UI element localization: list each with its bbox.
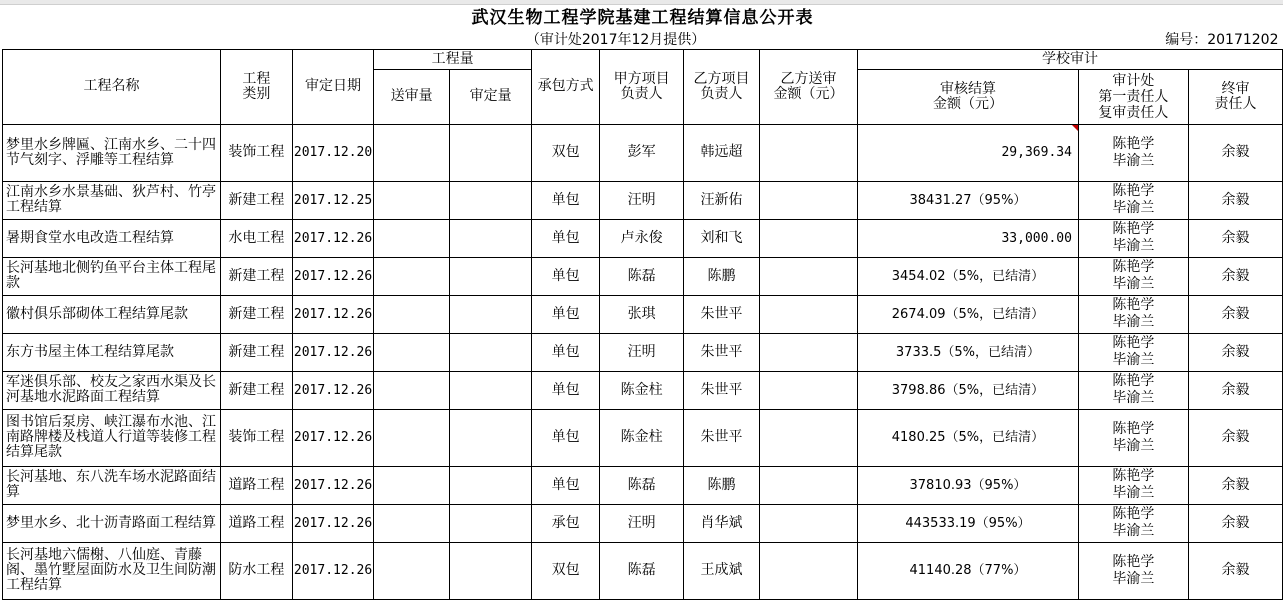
cell-submitted [374, 257, 450, 295]
cell-audit-dept: 陈艳学 毕渝兰 [1078, 181, 1188, 219]
cell-final: 余毅 [1188, 181, 1282, 219]
cell-contract: 双包 [532, 124, 600, 181]
cell-contract: 单包 [532, 295, 600, 333]
header-approved: 审定量 [450, 69, 532, 124]
cell-date: 2017.12.20 [292, 124, 373, 181]
cell-name: 梦里水乡、北十沥青路面工程结算 [3, 504, 221, 542]
table-row [3, 371, 1283, 409]
header-type: 工程 类别 [220, 49, 292, 124]
cell-approved [450, 333, 532, 371]
cell-party-a: 张琪 [600, 295, 684, 333]
cell-party-b: 陈鹏 [684, 257, 760, 295]
cell-final: 余毅 [1188, 504, 1282, 542]
cell-submitted [374, 542, 450, 599]
cell-date: 2017.12.26 [292, 219, 373, 257]
cell-name: 暑期食堂水电改造工程结算 [3, 219, 221, 257]
cell-type: 防水工程 [220, 542, 292, 599]
cell-audit-dept: 陈艳学 毕渝兰 [1078, 409, 1188, 466]
cell-approved [450, 409, 532, 466]
cell-contract: 单包 [532, 466, 600, 504]
cell-type: 新建工程 [220, 257, 292, 295]
cell-party-b: 汪新佑 [684, 181, 760, 219]
cell-audit-amount: 33,000.00 [858, 219, 1079, 257]
cell-b-amount [760, 181, 858, 219]
header-contract: 承包方式 [532, 49, 600, 124]
table-row [3, 409, 1283, 466]
cell-approved [450, 124, 532, 181]
cell-approved [450, 504, 532, 542]
cell-submitted [374, 124, 450, 181]
subtitle: （审计处2017年12月提供） [525, 32, 706, 48]
cell-submitted [374, 333, 450, 371]
cell-audit-dept: 陈艳学 毕渝兰 [1078, 295, 1188, 333]
cell-b-amount [760, 542, 858, 599]
cell-party-a: 汪明 [600, 181, 684, 219]
cell-b-amount [760, 219, 858, 257]
cell-party-a: 陈磊 [600, 466, 684, 504]
table-row [3, 295, 1283, 333]
header-audit-dept: 审计处 第一责任人 复审责任人 [1078, 69, 1188, 124]
cell-submitted [374, 295, 450, 333]
cell-b-amount [760, 257, 858, 295]
table-row [3, 542, 1283, 599]
cell-final: 余毅 [1188, 124, 1282, 181]
cell-party-b: 朱世平 [684, 409, 760, 466]
cell-b-amount [760, 504, 858, 542]
cell-approved [450, 257, 532, 295]
cell-final: 余毅 [1188, 409, 1282, 466]
cell-party-b: 陈鹏 [684, 466, 760, 504]
cell-party-a: 陈金柱 [600, 371, 684, 409]
cell-contract: 单包 [532, 181, 600, 219]
header-date: 审定日期 [292, 49, 373, 124]
cell-date: 2017.12.26 [292, 542, 373, 599]
header-quantity: 工程量 [374, 49, 532, 69]
cell-approved [450, 219, 532, 257]
cell-date: 2017.12.26 [292, 333, 373, 371]
header-party-b: 乙方项目 负责人 [684, 49, 760, 124]
cell-type: 装饰工程 [220, 124, 292, 181]
cell-b-amount [760, 466, 858, 504]
cell-final: 余毅 [1188, 219, 1282, 257]
cell-contract: 双包 [532, 542, 600, 599]
cell-party-b: 王成斌 [684, 542, 760, 599]
cell-name: 长河基地、东八洗车场水泥路面结算 [3, 466, 221, 504]
cell-name: 徽村俱乐部砌体工程结算尾款 [3, 295, 221, 333]
table-row [3, 504, 1283, 542]
cell-type: 水电工程 [220, 219, 292, 257]
header-b-amount: 乙方送审 金额（元） [760, 49, 858, 124]
cell-audit-dept: 陈艳学 毕渝兰 [1078, 257, 1188, 295]
cell-audit-dept: 陈艳学 毕渝兰 [1078, 124, 1188, 181]
cell-date: 2017.12.26 [292, 257, 373, 295]
cell-type: 道路工程 [220, 504, 292, 542]
cell-submitted [374, 219, 450, 257]
cell-submitted [374, 371, 450, 409]
table-row [3, 219, 1283, 257]
cell-type: 道路工程 [220, 466, 292, 504]
cell-party-b: 肖华斌 [684, 504, 760, 542]
cell-date: 2017.12.26 [292, 371, 373, 409]
cell-party-b: 朱世平 [684, 333, 760, 371]
cell-name: 东方书屋主体工程结算尾款 [3, 333, 221, 371]
cell-final: 余毅 [1188, 542, 1282, 599]
cell-b-amount [760, 409, 858, 466]
header-submitted: 送审量 [374, 69, 450, 124]
cell-party-b: 韩远超 [684, 124, 760, 181]
cell-name: 军迷俱乐部、校友之家西水渠及长河基地水泥路面工程结算 [3, 371, 221, 409]
cell-audit-dept: 陈艳学 毕渝兰 [1078, 371, 1188, 409]
cell-audit-amount: 38431.27（95%） [858, 181, 1079, 219]
cell-party-a: 陈磊 [600, 257, 684, 295]
cell-audit-amount: 3733.5（5%，已结清） [858, 333, 1079, 371]
cell-party-a: 陈金柱 [600, 409, 684, 466]
cell-approved [450, 181, 532, 219]
cell-submitted [374, 466, 450, 504]
header-audit-amount: 审核结算 金额（元） [858, 69, 1079, 124]
cell-type: 装饰工程 [220, 409, 292, 466]
cell-name: 江南水乡水景基础、狄芦村、竹亭工程结算 [3, 181, 221, 219]
cell-audit-amount: 4180.25（5%，已结清） [858, 409, 1079, 466]
cell-date: 2017.12.26 [292, 504, 373, 542]
cell-date: 2017.12.26 [292, 295, 373, 333]
cell-date: 2017.12.25 [292, 181, 373, 219]
cell-audit-amount: 41140.28（77%） [858, 542, 1079, 599]
cell-approved [450, 295, 532, 333]
settlement-table [2, 4, 1283, 600]
cell-b-amount [760, 333, 858, 371]
table-row [3, 333, 1283, 371]
cell-party-a: 汪明 [600, 333, 684, 371]
cell-audit-amount: 3798.86（5%，已结清） [858, 371, 1079, 409]
cell-audit-amount: 3454.02（5%，已结清） [858, 257, 1079, 295]
cell-party-a: 汪明 [600, 504, 684, 542]
cell-contract: 承包 [532, 504, 600, 542]
cell-submitted [374, 504, 450, 542]
cell-audit-amount: 29,369.34 [858, 124, 1079, 181]
cell-submitted [374, 181, 450, 219]
cell-type: 新建工程 [220, 181, 292, 219]
page-title: 武汉生物工程学院基建工程结算信息公开表 [471, 7, 814, 28]
header-audit: 学校审计 [858, 49, 1283, 69]
cell-audit-dept: 陈艳学 毕渝兰 [1078, 504, 1188, 542]
cell-name: 长河基地六儒榭、八仙庭、青藤阁、墨竹墅屋面防水及卫生间防潮工程结算 [3, 542, 221, 599]
cell-final: 余毅 [1188, 295, 1282, 333]
cell-approved [450, 466, 532, 504]
cell-audit-dept: 陈艳学 毕渝兰 [1078, 333, 1188, 371]
cell-name: 长河基地北侧钓鱼平台主体工程尾款 [3, 257, 221, 295]
cell-submitted [374, 409, 450, 466]
cell-audit-dept: 陈艳学 毕渝兰 [1078, 466, 1188, 504]
cell-party-b: 朱世平 [684, 295, 760, 333]
cell-contract: 单包 [532, 219, 600, 257]
cell-party-a: 陈磊 [600, 542, 684, 599]
cell-party-a: 卢永俊 [600, 219, 684, 257]
cell-approved [450, 371, 532, 409]
cell-audit-dept: 陈艳学 毕渝兰 [1078, 219, 1188, 257]
cell-b-amount [760, 124, 858, 181]
cell-type: 新建工程 [220, 295, 292, 333]
cell-type: 新建工程 [220, 333, 292, 371]
cell-contract: 单包 [532, 409, 600, 466]
cell-contract: 单包 [532, 371, 600, 409]
cell-party-a: 彭军 [600, 124, 684, 181]
header-final: 终审 责任人 [1188, 69, 1282, 124]
header-name: 工程名称 [3, 49, 221, 124]
cell-final: 余毅 [1188, 371, 1282, 409]
cell-b-amount [760, 295, 858, 333]
cell-date: 2017.12.26 [292, 409, 373, 466]
table-row [3, 257, 1283, 295]
cell-audit-amount: 2674.09（5%，已结清） [858, 295, 1079, 333]
cell-approved [450, 542, 532, 599]
cell-party-b: 朱世平 [684, 371, 760, 409]
table-row [3, 181, 1283, 219]
cell-final: 余毅 [1188, 466, 1282, 504]
table-row [3, 124, 1283, 181]
cell-audit-amount: 37810.93（95%） [858, 466, 1079, 504]
cell-type: 新建工程 [220, 371, 292, 409]
cell-contract: 单包 [532, 333, 600, 371]
code-label: 编号：20171202 [1165, 32, 1279, 48]
cell-date: 2017.12.26 [292, 466, 373, 504]
header-party-a: 甲方项目 负责人 [600, 49, 684, 124]
cell-final: 余毅 [1188, 257, 1282, 295]
cell-party-b: 刘和飞 [684, 219, 760, 257]
cell-audit-amount: 443533.19（95%） [858, 504, 1079, 542]
cell-audit-dept: 陈艳学 毕渝兰 [1078, 542, 1188, 599]
cell-name: 图书馆后泵房、峡江瀑布水池、江南路牌楼及栈道人行道等装修工程结算尾款 [3, 409, 221, 466]
cell-contract: 单包 [532, 257, 600, 295]
table-row [3, 466, 1283, 504]
cell-name: 梦里水乡牌匾、江南水乡、二十四节气刻字、浮雕等工程结算 [3, 124, 221, 181]
cell-b-amount [760, 371, 858, 409]
cell-final: 余毅 [1188, 333, 1282, 371]
